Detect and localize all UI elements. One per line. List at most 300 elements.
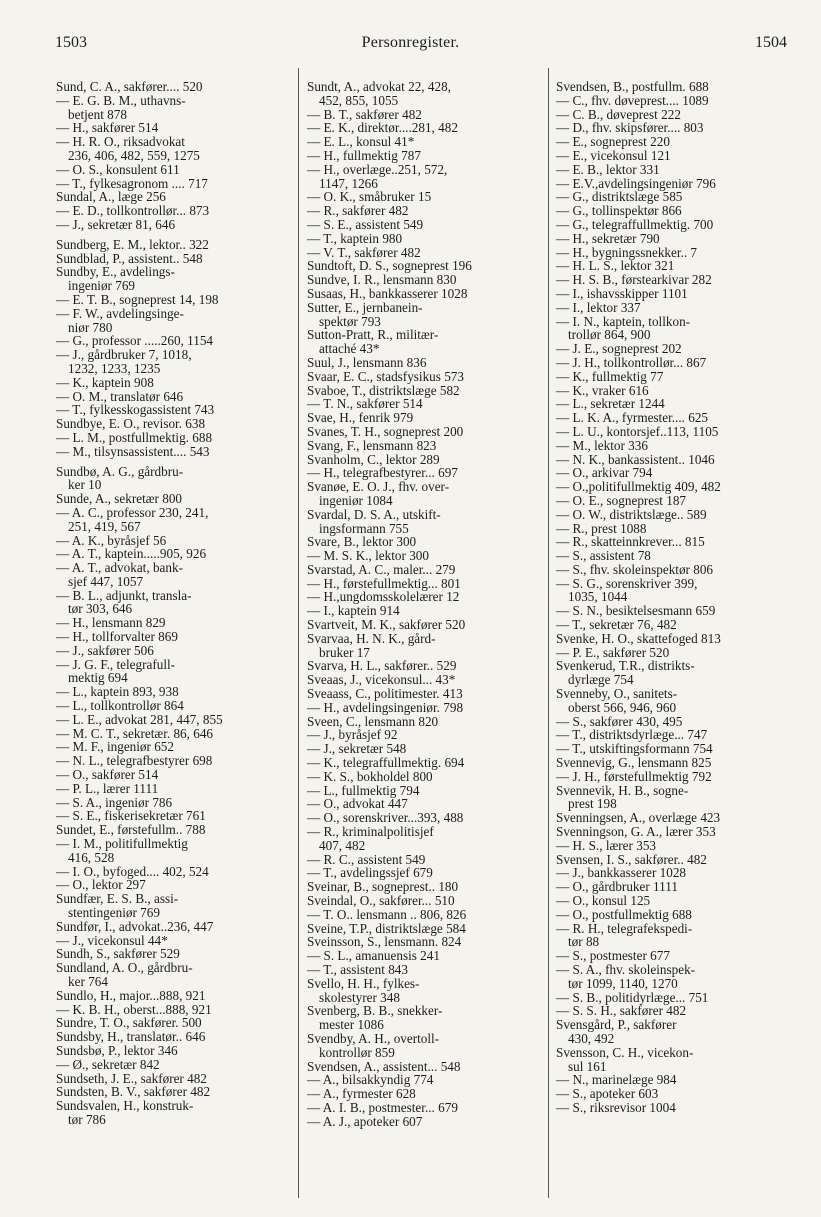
entry-line: — L., fullmektig 794: [307, 782, 420, 798]
entry-line: Sveinar, B., sogneprest.. 180: [307, 879, 459, 895]
entry-continuation: 1232, 1233, 1235: [68, 360, 161, 376]
entry-line: — J., gårdbruker 7, 1018,: [56, 347, 192, 363]
index-entry: [556, 411, 787, 425]
index-entry: [556, 618, 787, 632]
index-entry: [307, 121, 539, 135]
entry-line: Svae, H., fenrik 979: [307, 410, 414, 426]
entry-line: Sundve, I. R., lensmann 830: [307, 272, 457, 288]
index-entry: [56, 837, 288, 865]
index-entry: [556, 991, 787, 1005]
entry-line: — H., fullmektig 787: [307, 147, 421, 163]
index-entry: [556, 535, 787, 549]
index-entry: [307, 770, 539, 784]
index-entry: [307, 797, 539, 811]
entry-line: — J., sekretær 81, 646: [56, 216, 176, 232]
index-entry: [307, 135, 539, 149]
entry-line: — E. B., lektor 331: [556, 161, 660, 177]
index-entry: [307, 742, 539, 756]
entry-line: Svendby, A. H., overtoll-: [307, 1030, 440, 1046]
index-entry: [556, 908, 787, 922]
entry-line: — O., lektor 297: [56, 877, 146, 893]
entry-line: — P. E., sakfører 520: [556, 644, 670, 660]
entry-line: — H. L. S., lektor 321: [556, 258, 675, 274]
entry-line: — A., fyrmester 628: [307, 1086, 416, 1102]
entry-continuation: 452, 855, 1055: [319, 92, 399, 108]
index-entry: [56, 699, 288, 713]
page-title: Personregister.: [361, 34, 460, 51]
entry-continuation: ker 764: [68, 974, 108, 989]
entry-line: Sveindal, O., sakfører... 510: [307, 893, 455, 909]
index-entry: [307, 673, 539, 687]
index-entry: [56, 961, 288, 989]
entry-continuation: attaché 43*: [319, 341, 380, 357]
index-entry: [556, 742, 787, 756]
entry-line: Svanholm, C., lektor 289: [307, 451, 440, 467]
entry-line: Sundal, A., læge 256: [56, 189, 166, 205]
entry-line: — N., marinelæge 984: [556, 1072, 677, 1088]
index-entry: [307, 811, 539, 825]
index-entry: [556, 728, 787, 742]
index-entry: [556, 1101, 787, 1115]
index-entry: [56, 376, 288, 390]
index-entry: [56, 163, 288, 177]
entry-line: Svensson, C. H., vicekon-: [556, 1044, 694, 1060]
index-entry: [307, 728, 539, 742]
index-entry: [556, 549, 787, 563]
entry-continuation: tør 1099, 1140, 1270: [568, 975, 678, 991]
entry-line: — C., fhv. døveprest.... 1089: [556, 92, 709, 108]
index-entry: [556, 204, 787, 218]
index-entry: [556, 190, 787, 204]
index-entry: [556, 894, 787, 908]
entry-line: Sunde, A., sekretær 800: [56, 491, 183, 507]
entry-line: — T. N., sakfører 514: [307, 396, 423, 412]
entry-line: — J., sakfører 506: [56, 642, 154, 658]
entry-line: Sundsby, H., translatør.. 646: [56, 1029, 206, 1045]
entry-line: — I. N., kaptein, tollkon-: [556, 313, 691, 329]
entry-line: — B. L., adjunkt, transla-: [56, 587, 192, 603]
index-entry: [56, 1058, 288, 1072]
entry-continuation: 1035, 1044: [568, 589, 628, 605]
index-entry: [307, 163, 539, 191]
entry-line: Svennevig, G., lensmann 825: [556, 755, 712, 771]
index-entry: [556, 880, 787, 894]
entry-line: — S. A., fhv. skoleinspek-: [556, 962, 696, 977]
entry-line: Sundbye, E. O., revisor. 638: [56, 416, 206, 432]
index-entry: [307, 549, 539, 563]
index-entry: [56, 947, 288, 961]
entry-continuation: dyrlæge 754: [568, 672, 634, 688]
index-entry: [556, 315, 787, 343]
entry-line: Svenneby, O., sanitets-: [556, 686, 678, 702]
index-entry: [56, 431, 288, 445]
entry-line: — E. G. B. M., uthavns-: [56, 92, 186, 108]
column-divider: [548, 68, 549, 1198]
entry-line: — O., gårdbruker 1111: [556, 879, 678, 895]
index-entry: [307, 1087, 539, 1101]
entry-line: — E. D., tollkontrollør... 873: [56, 203, 210, 219]
index-entry: [307, 384, 539, 398]
index-entry: [307, 80, 539, 108]
index-entry: [556, 356, 787, 370]
index-entry: [56, 1085, 288, 1099]
index-entry: [56, 782, 288, 796]
index-entry: [307, 1115, 539, 1129]
index-entry: [307, 825, 539, 853]
index-entry: [307, 880, 539, 894]
index-entry: [307, 977, 539, 1005]
index-entry: [307, 108, 539, 122]
index-entry: [307, 908, 539, 922]
entry-line: — J. G. F., telegrafull-: [56, 656, 176, 672]
entry-line: Svang, F., lensmann 823: [307, 437, 437, 453]
index-entry: [556, 784, 787, 812]
entry-line: — J. E., sogneprest 202: [556, 341, 682, 357]
entry-line: — K., fullmektig 77: [556, 368, 664, 384]
index-entry: [307, 784, 539, 798]
index-entry: [56, 865, 288, 879]
entry-line: Sund, C. A., sakfører.... 520: [56, 79, 203, 94]
index-entry: [307, 632, 539, 660]
page-number-left: 1503: [55, 34, 87, 51]
entry-line: Sundsvalen, H., konstruk-: [56, 1098, 194, 1114]
entry-line: — O., sorenskriver...393, 488: [307, 810, 464, 826]
index-entry: [56, 878, 288, 892]
entry-line: — S. E., fiskerisekretær 761: [56, 808, 206, 824]
entry-line: — S. L., amanuensis 241: [307, 948, 440, 964]
page-number-right: 1504: [755, 34, 787, 51]
index-entry: [307, 259, 539, 273]
index-entry: [307, 1101, 539, 1115]
index-entry: [56, 390, 288, 404]
entry-line: — T., utskiftingsformann 754: [556, 741, 713, 757]
entry-line: — M., lektor 336: [556, 437, 648, 453]
entry-line: — L. E., advokat 281, 447, 855: [56, 711, 223, 727]
entry-line: Svarvaa, H. N. K., gård-: [307, 630, 436, 646]
index-entry: [556, 439, 787, 453]
entry-line: Susaas, H., bankkasserer 1028: [307, 285, 468, 301]
index-entry: [56, 348, 288, 376]
entry-line: Sundt, A., advokat 22, 428,: [307, 79, 451, 94]
entry-line: — E. K., direktør....281, 482: [307, 120, 458, 136]
index-entry: [556, 1004, 787, 1018]
index-entry: [556, 480, 787, 494]
entry-line: Sundberg, E. M., lektor.. 322: [56, 236, 209, 252]
index-entry: [307, 453, 539, 467]
index-entry: [556, 494, 787, 508]
index-entry: [56, 190, 288, 204]
index-entry: [307, 577, 539, 591]
index-entry: [556, 453, 787, 467]
entry-line: — G., professor .....260, 1154: [56, 333, 214, 349]
index-entry: [56, 547, 288, 561]
index-entry: [56, 121, 288, 135]
entry-line: Sundet, E., førstefullm.. 788: [56, 822, 206, 838]
index-entry: [556, 949, 787, 963]
index-entry: [56, 417, 288, 431]
index-entry: [556, 273, 787, 287]
entry-line: — S. E., assistent 549: [307, 216, 424, 232]
index-entry: [56, 727, 288, 741]
entry-line: Sveen, C., lensmann 820: [307, 713, 439, 729]
index-column-2: [307, 80, 539, 1129]
entry-line: — I., kaptein 914: [307, 603, 400, 619]
entry-line: Sundfær, E. S. B., assi-: [56, 891, 179, 907]
entry-line: — T., distriktsdyrlæge... 747: [556, 727, 708, 743]
entry-line: — J., bankkasserer 1028: [556, 865, 687, 881]
index-entry: [56, 94, 288, 122]
entry-line: — S. G., sorenskriver 399,: [556, 575, 698, 591]
index-entry: [556, 135, 787, 149]
entry-line: — L., sekretær 1244: [556, 396, 665, 412]
entry-line: — S. N., besiktelsesmann 659: [556, 603, 716, 619]
entry-line: Sundh, S., sakfører 529: [56, 946, 180, 962]
index-entry: [307, 356, 539, 370]
index-entry: [307, 328, 539, 356]
entry-continuation: ingeniør 1084: [319, 492, 393, 508]
entry-continuation: 407, 482: [319, 837, 366, 853]
entry-line: Svenberg, B. B., snekker-: [307, 1003, 443, 1019]
entry-line: — T., fylkesskogassistent 743: [56, 402, 215, 418]
entry-line: — H. S., lærer 353: [556, 837, 657, 853]
index-entry: [56, 80, 288, 94]
entry-line: — A. K., byråsjef 56: [56, 532, 167, 548]
entry-line: — H., lensmann 829: [56, 615, 166, 631]
entry-line: — E.V.,avdelingsingeniør 796: [556, 175, 716, 191]
index-entry: [556, 963, 787, 991]
entry-continuation: sjef 447, 1057: [68, 573, 144, 589]
entry-line: — M. F., ingeniør 652: [56, 739, 174, 755]
index-entry: [556, 756, 787, 770]
index-entry: [56, 1072, 288, 1086]
entry-line: — T., sekretær 76, 482: [556, 617, 677, 633]
index-entry: [56, 920, 288, 934]
entry-continuation: oberst 566, 946, 960: [568, 699, 677, 715]
index-entry: [307, 232, 539, 246]
entry-line: — D., fhv. skipsfører.... 803: [556, 120, 704, 136]
index-entry: [307, 535, 539, 549]
index-entry: [307, 204, 539, 218]
entry-line: — K. B. H., oberst...888, 921: [56, 1001, 212, 1017]
index-entry: [56, 293, 288, 307]
index-entry: [307, 301, 539, 329]
index-entry: [56, 218, 288, 232]
entry-line: — H., telegrafbestyrer... 697: [307, 465, 458, 481]
entry-continuation: mester 1086: [319, 1017, 384, 1033]
entry-line: — O., konsul 125: [556, 893, 651, 909]
entry-line: — G., distriktslæge 585: [556, 189, 683, 205]
entry-line: — O. M., translatør 646: [56, 388, 184, 404]
entry-line: — H., førstefullmektig... 801: [307, 575, 461, 591]
entry-line: — S., postmester 677: [556, 948, 670, 964]
entry-line: Sundby, E., avdelings-: [56, 264, 175, 280]
entry-continuation: spektør 793: [319, 313, 381, 329]
index-entry: [56, 561, 288, 589]
entry-line: — A. T., kaptein.....905, 926: [56, 546, 207, 562]
index-entry: [556, 163, 787, 177]
entry-line: — R., kriminalpolitisjef: [307, 824, 434, 840]
index-entry: [556, 604, 787, 618]
entry-line: Svardal, D. S. A., utskift-: [307, 506, 441, 522]
index-entry: [56, 713, 288, 727]
entry-line: — C. B., døveprest 222: [556, 106, 681, 122]
entry-line: — H., tollforvalter 869: [56, 629, 178, 645]
entry-line: Sundseth, J. E., sakfører 482: [56, 1070, 207, 1086]
entry-line: — T., kaptein 980: [307, 230, 403, 246]
entry-line: — A. I. B., postmester... 679: [307, 1099, 458, 1115]
index-entry: [56, 1003, 288, 1017]
index-entry: [56, 796, 288, 810]
entry-line: — K., kaptein 908: [56, 374, 154, 390]
entry-line: Sveine, T.P., distriktslæge 584: [307, 920, 466, 936]
entry-continuation: tør 786: [68, 1111, 106, 1127]
entry-line: Svare, B., lektor 300: [307, 534, 417, 550]
entry-continuation: ker 10: [68, 477, 102, 493]
entry-line: Svendsen, A., assistent... 548: [307, 1058, 461, 1074]
index-entry: [56, 740, 288, 754]
entry-line: — A. J., apoteker 607: [307, 1113, 423, 1129]
entry-line: — O., advokat 447: [307, 796, 408, 812]
index-entry: [556, 1046, 787, 1074]
index-entry: [307, 149, 539, 163]
entry-line: — E., sogneprest 220: [556, 134, 670, 150]
index-entry: [307, 687, 539, 701]
entry-line: — H., avdelingsingeniør. 798: [307, 699, 464, 715]
index-entry: [56, 445, 288, 459]
index-entry: [307, 287, 539, 301]
entry-line: — L. M., postfullmektig. 688: [56, 429, 213, 445]
entry-line: Sundtoft, D. S., sogneprest 196: [307, 258, 472, 274]
entry-line: — L., tollkontrollør 864: [56, 698, 184, 714]
index-entry: [307, 466, 539, 480]
column-divider: [298, 68, 299, 1198]
entry-line: — E. L., konsul 41*: [307, 134, 415, 150]
entry-line: Svendsen, B., postfullm. 688: [556, 79, 709, 94]
entry-continuation: mektig 694: [68, 670, 128, 686]
entry-line: Sundland, A. O., gårdbru-: [56, 960, 193, 976]
index-entry: [556, 218, 787, 232]
index-entry: [556, 563, 787, 577]
index-entry: [56, 492, 288, 506]
index-entry: [307, 370, 539, 384]
entry-line: Svennevik, H. B., sogne-: [556, 782, 689, 798]
index-entry: [56, 334, 288, 348]
entry-line: — O. E., sogneprest 187: [556, 492, 687, 508]
index-entry: [56, 823, 288, 837]
entry-line: — N. L., telegrafbestyrer 698: [56, 753, 213, 769]
entry-line: Sundlo, H., major...888, 921: [56, 987, 206, 1003]
entry-line: — S., riksrevisor 1004: [556, 1099, 676, 1115]
entry-line: Svensen, I. S., sakfører.. 482: [556, 851, 707, 867]
index-entry: [307, 604, 539, 618]
index-entry: [556, 825, 787, 839]
entry-line: — A. T., advokat, bank-: [56, 560, 183, 576]
index-entry: [556, 646, 787, 660]
entry-line: — J., sekretær 548: [307, 741, 407, 757]
entry-line: — R. H., telegrafekspedi-: [556, 920, 693, 936]
entry-line: — E. T. B., sogneprest 14, 198: [56, 291, 219, 307]
index-entry: [307, 439, 539, 453]
entry-line: — H. S. B., førstearkivar 282: [556, 272, 712, 288]
index-entry: [56, 685, 288, 699]
entry-line: Sundblad, P., assistent.. 548: [56, 250, 203, 266]
index-entry: [556, 632, 787, 646]
entry-continuation: 236, 406, 482, 559, 1275: [68, 147, 200, 163]
entry-line: — M. S. K., lektor 300: [307, 548, 429, 564]
index-entry: [307, 508, 539, 536]
entry-line: Svensgård, P., sakfører: [556, 1017, 677, 1033]
entry-line: — M. C. T., sekretær. 86, 646: [56, 725, 214, 741]
index-entry: [56, 265, 288, 293]
index-entry: [56, 754, 288, 768]
entry-line: — O. K., småbruker 15: [307, 189, 432, 205]
index-entry: [56, 616, 288, 630]
entry-line: Sundsbø, P., lektor 346: [56, 1042, 178, 1058]
entry-line: — S., sakfører 430, 495: [556, 713, 683, 729]
entry-line: — V. T., sakfører 482: [307, 244, 421, 260]
index-entry: [556, 149, 787, 163]
entry-line: — H. R. O., riksadvokat: [56, 134, 185, 150]
index-entry: [556, 342, 787, 356]
entry-line: — K., telegraffullmektig. 694: [307, 755, 465, 771]
index-entry: [307, 963, 539, 977]
entry-line: — I., lektor 337: [556, 299, 641, 315]
entry-line: — Ø., sekretær 842: [56, 1056, 160, 1072]
index-entry: [556, 177, 787, 191]
entry-line: — O. S., konsulent 611: [56, 161, 180, 177]
entry-line: — O., sakfører 514: [56, 767, 159, 783]
index-entry: [56, 204, 288, 218]
index-entry: [56, 534, 288, 548]
entry-line: Sveaas, J., vicekonsul... 43*: [307, 672, 456, 688]
entry-line: Svarstad, A. C., maler... 279: [307, 561, 456, 577]
entry-continuation: 1147, 1266: [319, 175, 378, 191]
entry-line: — H., bygningssnekker.. 7: [556, 244, 698, 260]
entry-line: — R., sakfører 482: [307, 203, 409, 219]
index-entry: [556, 1087, 787, 1101]
entry-line: — O., arkivar 794: [556, 465, 653, 481]
entry-line: — H.,ungdomsskolelærer 12: [307, 589, 460, 605]
index-entry: [556, 522, 787, 536]
index-entry: [307, 701, 539, 715]
index-entry: [307, 218, 539, 232]
index-entry: [556, 121, 787, 135]
entry-line: — T., assistent 843: [307, 962, 408, 977]
index-entry: [556, 466, 787, 480]
index-entry: [307, 190, 539, 204]
index-entry: [556, 108, 787, 122]
index-entry: [307, 756, 539, 770]
entry-line: — G., tollinspektør 866: [556, 203, 682, 219]
index-entry: [56, 506, 288, 534]
index-entry: [56, 177, 288, 191]
entry-continuation: ingsformann 755: [319, 520, 409, 536]
entry-line: — P. L., lærer 1111: [56, 780, 159, 796]
index-entry: [307, 411, 539, 425]
index-entry: [56, 1030, 288, 1044]
entry-continuation: betjent 878: [68, 106, 127, 122]
entry-line: — O. W., distriktslæge.. 589: [556, 506, 707, 522]
entry-line: — A., bilsakkyndig 774: [307, 1072, 434, 1088]
index-entry: [56, 252, 288, 266]
entry-continuation: sul 161: [568, 1058, 607, 1074]
entry-line: Svanøe, E. O. J., fhv. over-: [307, 479, 450, 495]
entry-line: Sundsten, B. V., sakfører 482: [56, 1084, 211, 1100]
entry-line: — E., vicekonsul 121: [556, 147, 671, 163]
entry-line: — L. K. A., fyrmester.... 625: [556, 410, 709, 426]
index-entry: [556, 384, 787, 398]
entry-line: — T. O.. lensmann .. 806, 826: [307, 906, 467, 922]
